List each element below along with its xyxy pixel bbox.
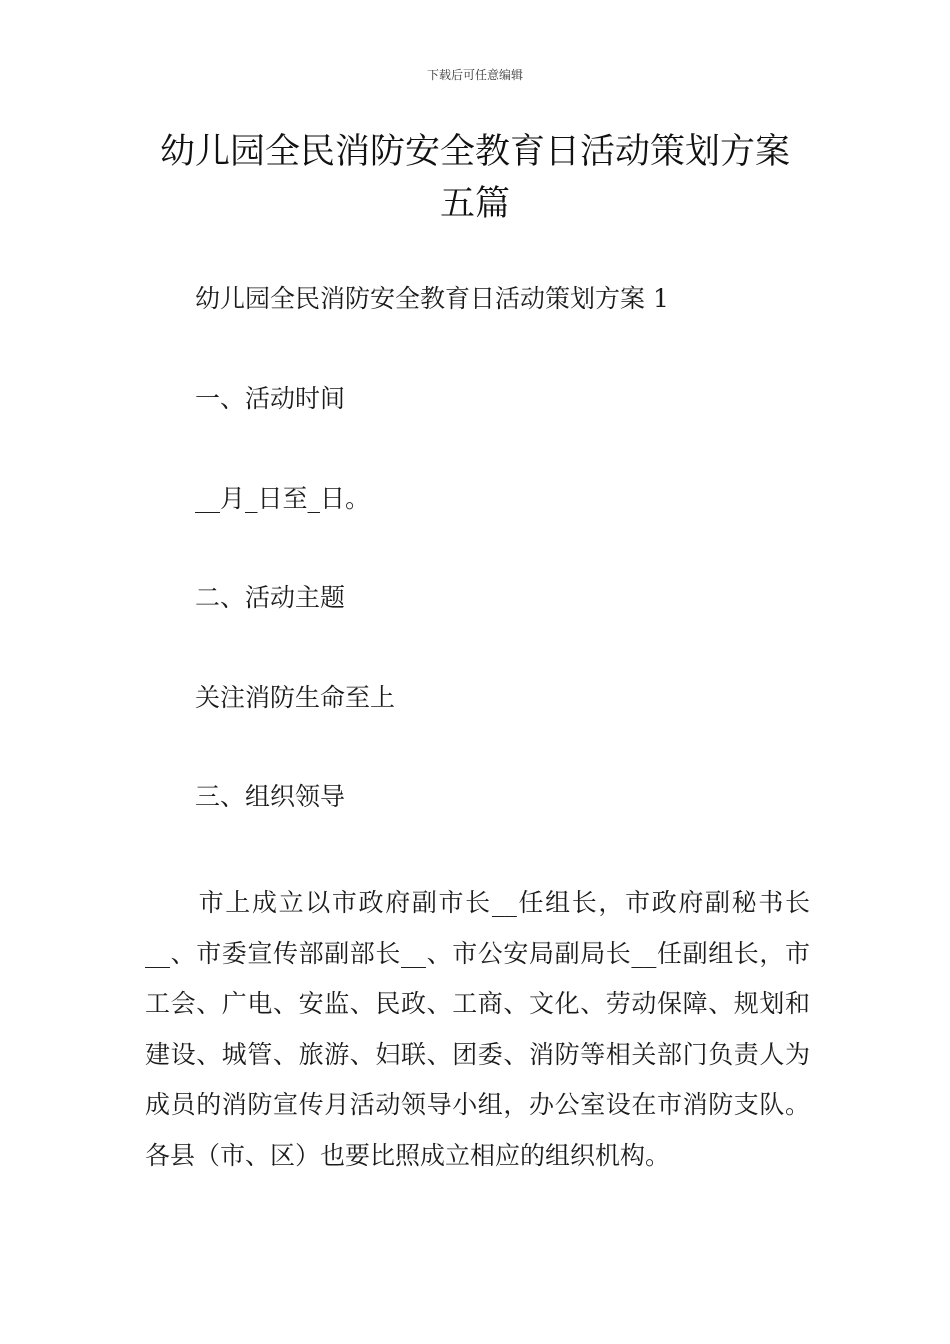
title-line-1: 幼儿园全民消防安全教育日活动策划方案 [159, 132, 790, 172]
organization-paragraph [145, 878, 810, 1181]
title-line-2: 五篇 [439, 184, 510, 224]
section-title: 幼儿园全民消防安全教育日活动策划方案 1 [195, 284, 669, 313]
heading-activity-theme: 二、活动主题 [195, 583, 346, 612]
heading-organization: 三、组织领导 [195, 782, 346, 811]
activity-time-value: __月_日至_日。 [195, 484, 371, 513]
organization-paragraph-text: 市上成立以市政府副市长__任组长，市政府副秘书长__、市委宣传部副部长__、市公安局副局长__任副组长，市工会、广电、安监、民政、工商、文化、劳动保障、规划和建设、城管、旅游、妇联、团委、消防等相关部门负责人为成员的消防宣传月活动领导小组，办公室设在市消防支队。各县（市、区）也要比照成立相应的组织机构。 [145, 888, 810, 1170]
document-title [120, 126, 830, 230]
header-note: 下载后可任意编辑 [426, 68, 523, 82]
activity-theme-value: 关注消防生命至上 [195, 683, 396, 712]
heading-activity-time: 一、活动时间 [195, 384, 346, 413]
